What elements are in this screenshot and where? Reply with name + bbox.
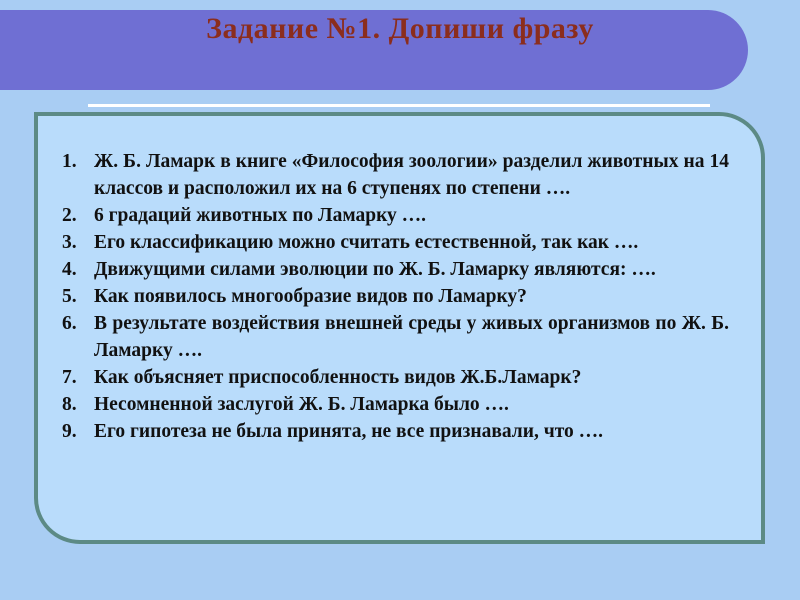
content-panel	[34, 112, 765, 544]
item-number: 1.	[62, 151, 77, 172]
list-item	[62, 283, 729, 310]
slide-title: Задание №1. Допиши фразу	[206, 12, 594, 45]
list-item	[62, 256, 729, 283]
task-list	[62, 148, 729, 445]
title-divider	[88, 104, 710, 107]
list-item	[62, 310, 729, 364]
item-text: Его классификацию можно считать естественной, так как ….	[94, 232, 639, 253]
item-text: В результате воздействия внешней среды у живых организмов по Ж. Б. Ламарку ….	[94, 313, 729, 361]
item-number: 7.	[62, 367, 77, 388]
item-number: 9.	[62, 421, 77, 442]
item-text: Несомненной заслугой Ж. Б. Ламарка было ….	[94, 394, 509, 415]
item-number: 6.	[62, 313, 77, 334]
item-text: Как появилось многообразие видов по Ламарку?	[94, 286, 527, 307]
item-number: 3.	[62, 232, 77, 253]
item-number: 4.	[62, 259, 77, 280]
item-text: Как объясняет приспособленность видов Ж.Б.Ламарк?	[94, 367, 582, 388]
item-number: 8.	[62, 394, 77, 415]
item-text: 6 градаций животных по Ламарку ….	[94, 205, 427, 226]
list-item	[62, 364, 729, 391]
list-item	[62, 391, 729, 418]
item-text: Его гипотеза не была принята, не все признавали, что ….	[94, 421, 604, 442]
list-item	[62, 418, 729, 445]
item-number: 2.	[62, 205, 77, 226]
list-item	[62, 229, 729, 256]
item-text: Движущими силами эволюции по Ж. Б. Ламарку являются: ….	[94, 259, 656, 280]
item-number: 5.	[62, 286, 77, 307]
list-item	[62, 148, 729, 202]
list-item	[62, 202, 729, 229]
item-text: Ж. Б. Ламарк в книге «Философия зоологии» разделил животных на 14 классов и расположил их на 6 ступенях по степени ….	[94, 151, 729, 199]
